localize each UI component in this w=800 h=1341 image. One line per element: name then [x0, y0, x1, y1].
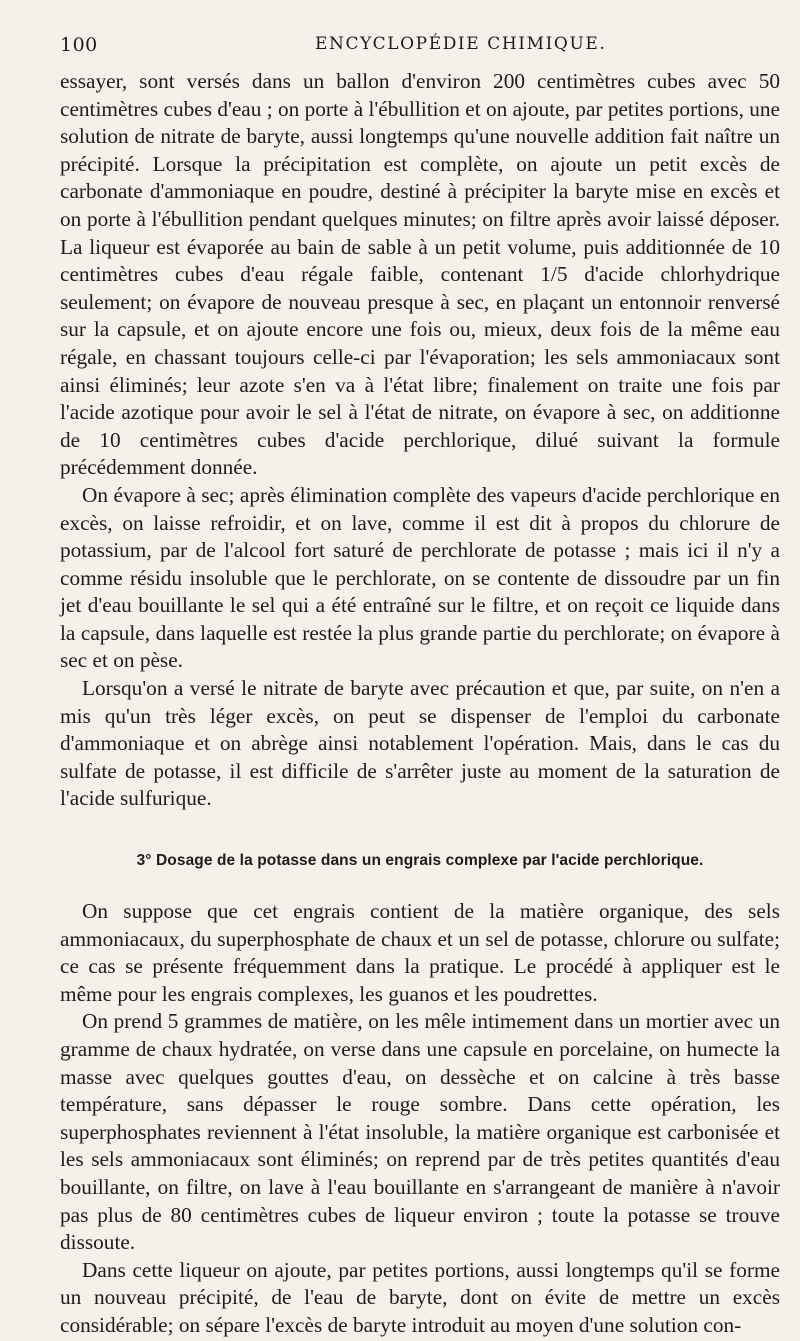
paragraph: On évapore à sec; après élimination complète des vapeurs d'acide perchlorique en excès, on laisse refroidir, et on lave, comme il est dit à propos du chlorure de potassium, par de l'alcool fort saturé de perchlorate de potasse ; mais ici il n'y a comme résidu insoluble que le perchlorate, on se contente de dissoudre par un fin jet d'eau bouillante le sel qui a été entraîné sur le filtre, et on reçoit ce liquide dans la capsule, dans laquelle est restée la plus grande partie du perchlorate; on évapore à sec et on pèse. — [60, 482, 780, 673]
running-title: ENCYCLOPÉDIE CHIMIQUE. — [315, 34, 607, 54]
paragraph: On prend 5 grammes de matière, on les mêle intimement dans un mortier avec un gramme de chaux hydratée, on verse dans une capsule en porcelaine, on humecte la masse avec quelques gouttes d'eau, on dessèche et on calcine à très basse température, sans dépasser le rouge sombre. Dans cette opération, les superphosphates reviennent à l'état insoluble, la matière organique est carbonisée et les sels ammoniacaux sont éliminés; on reprend par de très petites quantités d'eau bouillante, on filtre, on lave à l'eau bouillante en s'arrangeant de manière à n'avoir pas plus de 80 centimètres cubes de liqueur environ ; toute la potasse se trouve dissoute. — [60, 1009, 780, 1255]
paragraph: Lorsqu'on a versé le nitrate de baryte avec précaution et que, par suite, on n'en a mis qu'un très léger excès, on peut se dispenser de l'emploi du carbonate d'ammoniaque et on abrège ainsi notablement l'opération. Mais, dans le cas du sulfate de potasse, il est difficile de s'arrêter juste au moment de la saturation de l'acide sulfurique. — [60, 676, 780, 811]
text-block-upper — [60, 68, 780, 813]
paragraph: essayer, sont versés dans un ballon d'environ 200 centimètres cubes avec 50 centimètres cubes d'eau ; on porte à l'ébullition et on ajoute, par petites portions, une solution de nitrate de baryte, aussi longtemps qu'une nouvelle addition fait naître un précipité. Lorsque la précipitation est complète, on ajoute un petit excès de carbonate d'ammoniaque en poudre, destiné à précipiter la baryte mise en excès et on porte à l'ébullition pendant quelques minutes; on filtre après avoir laissé déposer. La liqueur est évaporée au bain de sable à un petit volume, puis additionnée de 10 centimètres cubes d'eau régale faible, contenant 1/5 d'acide chlorhydrique seulement; on évapore de nouveau presque à sec, en plaçant un entonnoir renversé sur la capsule, et on ajoute encore une fois ou, mieux, deux fois de la même eau régale, en chassant toujours celle-ci par l'évaporation; les sels ammoniacaux sont ainsi éliminés; leur azote s'en va à l'état libre; finalement on traite une fois par l'acide azotique pour avoir le sel à l'état de nitrate, on évapore à sec, on additionne de 10 centimètres cubes d'acide perchlorique, dilué suivant la formule précédemment donnée. — [60, 69, 780, 480]
paragraph: On suppose que cet engrais contient de la matière organique, des sels ammoniacaux, du superphosphate de chaux et un sel de potasse, chlorure ou sulfate; ce cas se présente fréquemment dans la pratique. Le procédé à appliquer est le même pour les engrais complexes, les guanos et les poudrettes. — [60, 899, 780, 1006]
text-block-lower — [60, 898, 780, 1340]
page-header — [60, 34, 780, 62]
paragraph: Dans cette liqueur on ajoute, par petites portions, aussi longtemps qu'il se forme un nouveau précipité, de l'eau de baryte, dont on évite de mettre un excès considérable; on sépare l'excès de baryte introduit au moyen d'une solution con- — [60, 1257, 780, 1337]
page-number: 100 — [60, 34, 98, 56]
section-heading: 3° Dosage de la potasse dans un engrais complexe par l'acide perchlorique. — [136, 852, 704, 869]
